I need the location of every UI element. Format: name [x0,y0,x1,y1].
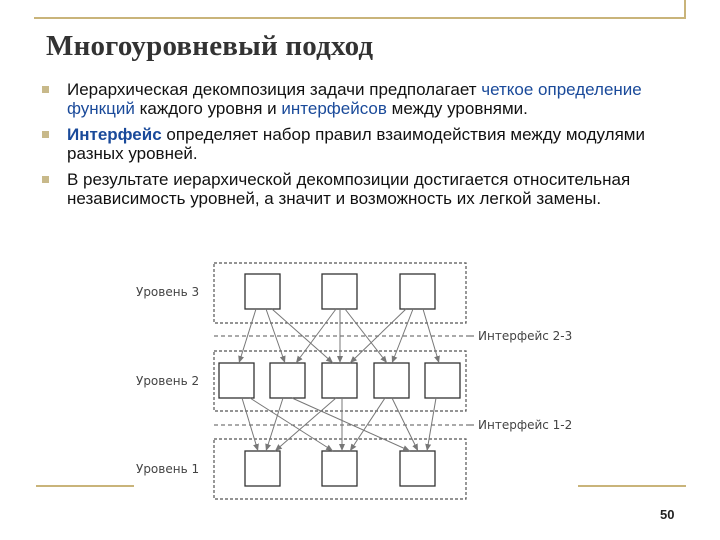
connection-arrow [392,398,418,451]
module-box [374,363,409,398]
connection-arrow [345,309,387,363]
highlight-text: интерфейсов [281,99,387,118]
module-box [245,451,280,486]
level-3-label: Уровень 3 [136,285,200,299]
interface-2-3-label: Интерфейс 2-3 [478,329,573,343]
connection-arrow [239,309,256,363]
module-box [400,274,435,309]
connection-arrow [266,309,285,363]
module-box [219,363,254,398]
interface-1-2-label: Интерфейс 1-2 [478,418,573,432]
module-box [245,274,280,309]
module-box [322,363,357,398]
connection-arrow [392,309,413,363]
bullet-text: Интерфейс определяет набор правил взаимодействия между модулями разных уровней. [67,125,645,163]
page-number: 50 [660,507,675,522]
module-box [270,363,305,398]
level-1-label: Уровень 1 [136,462,200,476]
bullet-text: Иерархическая декомпозиция задачи предполагает четкое определение функций каждого уровня и интерфейсов между уровнями. [67,80,642,118]
module-box [322,451,357,486]
highlight-term: Интерфейс [67,125,162,144]
highlight-text: четкое определение функций [67,80,642,118]
level-2-label: Уровень 2 [136,374,200,388]
slide-title: Многоуровневый подход [46,30,374,62]
module-box [322,274,357,309]
module-box [425,363,460,398]
bullet-text: В результате иерархической декомпозиции достигается относительная независимость уровней, а значит и возможность их легкой замены. [67,170,631,208]
module-box [400,451,435,486]
